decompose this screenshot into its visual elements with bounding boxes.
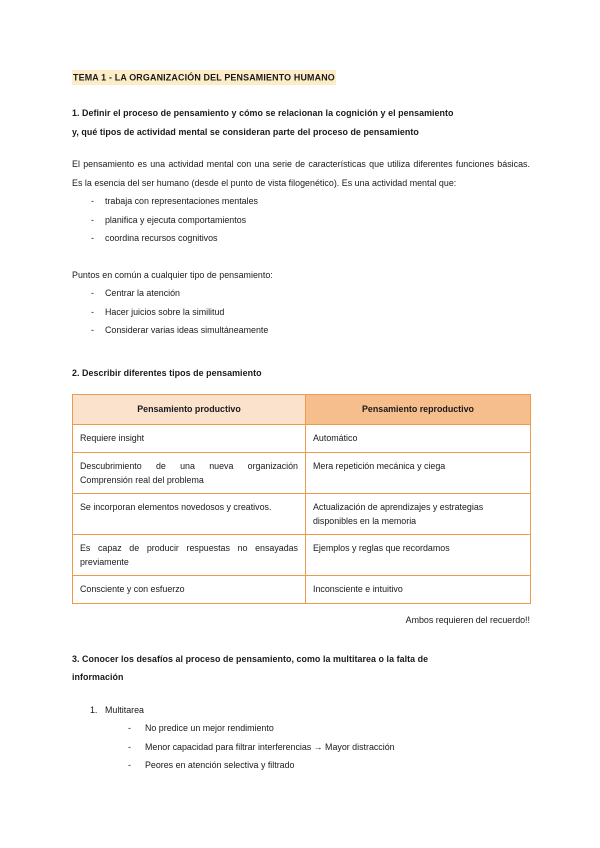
table-row	[73, 494, 531, 535]
table-cell: Requiere insight	[73, 425, 306, 453]
dash-marker-icon: -	[128, 723, 131, 733]
list-item-label: Peores en atención selectiva y filtrado	[145, 760, 295, 770]
list-item-label: No predice un mejor rendimiento	[145, 723, 274, 733]
dash-marker-icon: -	[91, 306, 94, 317]
dash-marker-icon: -	[91, 325, 94, 335]
list-item-label: planifica y ejecuta comportamientos	[105, 214, 247, 225]
table-cell: Descubrimiento de una nueva organización Comprensión real del problema	[73, 453, 306, 494]
dash-marker-icon: -	[91, 288, 94, 298]
list-item-label: Considerar varias ideas simultáneamente	[105, 325, 269, 335]
common-points-intro: Puntos en común a cualquier tipo de pensamiento:	[72, 269, 273, 280]
table-note: Ambos requieren del recuerdo!!	[405, 615, 530, 625]
section-2-heading: 2. Describir diferentes tipos de pensamiento	[72, 367, 262, 378]
list-item-label: Menor capacidad para filtrar interferencias → Mayor distracción	[145, 741, 395, 752]
table-header-row	[73, 395, 531, 425]
list-item	[72, 303, 530, 322]
list-item	[105, 738, 530, 757]
list-item-label: coordina recursos cognitivos	[105, 233, 218, 243]
document-title: TEMA 1 - LA ORGANIZACIÓN DEL PENSAMIENTO HUMANO	[72, 70, 336, 86]
section-3-heading-line-1: 3. Conocer los desafíos al proceso de pensamiento, como la multitarea o la falta de	[72, 653, 429, 664]
dash-marker-icon: -	[91, 214, 94, 225]
multitarea-sub-list	[105, 719, 530, 775]
list-item	[72, 321, 530, 340]
table-row	[73, 453, 531, 494]
table-cell: Inconsciente e intuitivo	[306, 576, 531, 604]
list-item-label: Hacer juicios sobre la similitud	[105, 306, 225, 317]
list-item-label: Centrar la atención	[105, 288, 180, 298]
list-item	[105, 756, 530, 775]
dash-marker-icon: -	[91, 233, 94, 243]
table-cell: Automático	[306, 425, 531, 453]
list-item	[72, 701, 530, 775]
table-cell: Mera repetición mecánica y ciega	[306, 453, 531, 494]
section-1-heading-line-1: 1. Definir el proceso de pensamiento y cómo se relacionan la cognición y el pensamiento	[72, 108, 454, 118]
table-row	[73, 576, 531, 604]
list-item	[72, 192, 530, 211]
list-item-label: Multitarea	[105, 704, 144, 715]
list-item-number: 1.	[90, 704, 98, 715]
table-cell: Actualización de aprendizajes y estrategias disponibles en la memoria	[306, 494, 531, 535]
table-cell: Ejemplos y reglas que recordamos	[306, 535, 531, 576]
dash-marker-icon: -	[128, 760, 131, 770]
thinking-types-table	[72, 394, 531, 604]
list-item	[72, 284, 530, 303]
list-item	[72, 211, 530, 230]
table-cell: Consciente y con esfuerzo	[73, 576, 306, 604]
table-row	[73, 425, 531, 453]
table-column-header-reproductive: Pensamiento reproductivo	[306, 395, 531, 425]
section-1-paragraph: El pensamiento es una actividad mental con una serie de características que utiliza diferentes funciones básicas. Es la esencia del ser humano (desde el punto de vista filogenético). Es una actividad mental que:	[72, 159, 530, 188]
list-item-label: trabaja con representaciones mentales	[105, 196, 258, 206]
list-item	[72, 229, 530, 248]
dash-marker-icon: -	[128, 741, 131, 752]
section-3-numbered-list	[72, 701, 530, 775]
common-points-list	[72, 284, 530, 340]
section-1-heading-line-2: y, qué tipos de actividad mental se consideran parte del proceso de pensamiento	[72, 126, 419, 137]
document-content	[72, 0, 530, 775]
document-title-wrapper	[72, 68, 530, 84]
table-row	[73, 535, 531, 576]
dash-marker-icon: -	[91, 196, 94, 206]
table-column-header-productive: Pensamiento productivo	[73, 395, 306, 425]
section-1-bullet-list	[72, 192, 530, 248]
section-3-heading-line-2: información	[72, 672, 124, 682]
table-cell: Se incorporan elementos novedosos y creativos.	[73, 494, 306, 535]
list-item	[105, 719, 530, 738]
table-cell: Es capaz de producir respuestas no ensayadas previamente	[73, 535, 306, 576]
